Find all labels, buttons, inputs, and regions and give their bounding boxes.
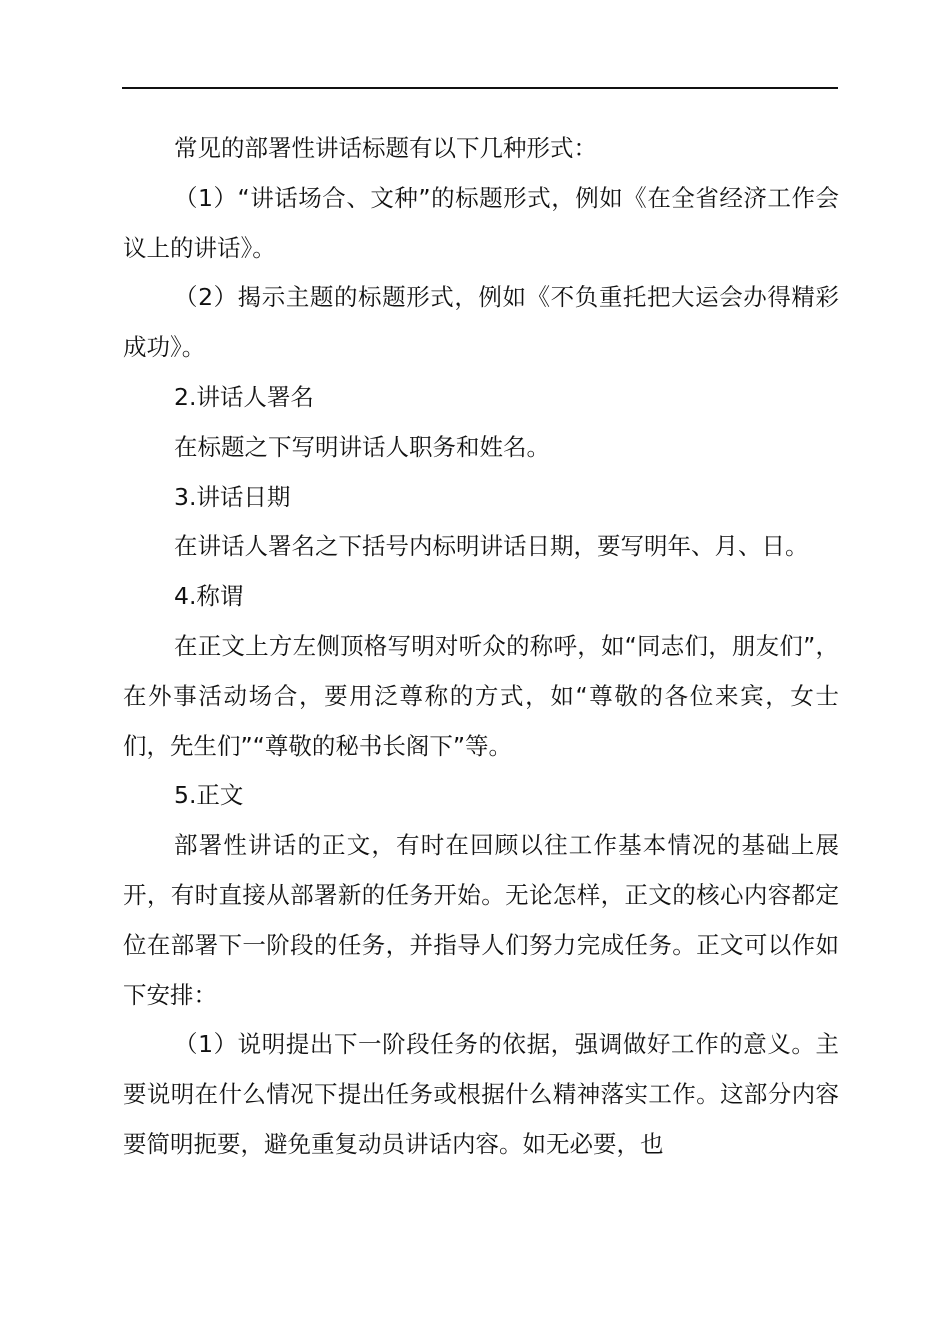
section-heading-salutation: 4.称谓 (174, 582, 244, 611)
header-rule (122, 87, 838, 89)
paragraph-title-form-1: （1）“讲话场合、文种”的标题形式，例如《在全省经济工作会议上的讲话》。 (123, 183, 839, 262)
paragraph-speaker-signature: 在标题之下写明讲话人职务和姓名。 (174, 432, 550, 461)
section-heading-speaker-signature: 2.讲话人署名 (174, 382, 314, 411)
paragraph-speech-date: 在讲话人署名之下括号内标明讲话日期，要写明年、月、日。 (174, 532, 809, 561)
paragraph-main-text-item-1: （1）说明提出下一阶段任务的依据，强调做好工作的意义。主要说明在什么情况下提出任务或根据什么精神落实工作。这部分内容要简明扼要，避免重复动员讲话内容。如无必要，也 (123, 1030, 839, 1158)
paragraph-title-form-2: （2）揭示主题的标题形式，例如《不负重托把大运会办得精彩成功》。 (123, 283, 839, 362)
section-heading-speech-date: 3.讲话日期 (174, 482, 291, 511)
paragraph-main-text: 部署性讲话的正文，有时在回顾以往工作基本情况的基础上展开，有时直接从部署新的任务开始。无论怎样，正文的核心内容都定位在部署下一阶段的任务，并指导人们努力完成任务。正文可以作如下安排： (123, 831, 839, 1009)
paragraph-salutation: 在正文上方左侧顶格写明对听众的称呼，如“同志们，朋友们”，在外事活动场合，要用泛尊称的方式，如“尊敬的各位来宾，女士们，先生们”“尊敬的秘书长阁下”等。 (123, 631, 839, 760)
paragraph-intro: 常见的部署性讲话标题有以下几种形式： (174, 134, 597, 162)
section-heading-main-text: 5.正文 (174, 781, 244, 810)
body-text (123, 124, 839, 1170)
